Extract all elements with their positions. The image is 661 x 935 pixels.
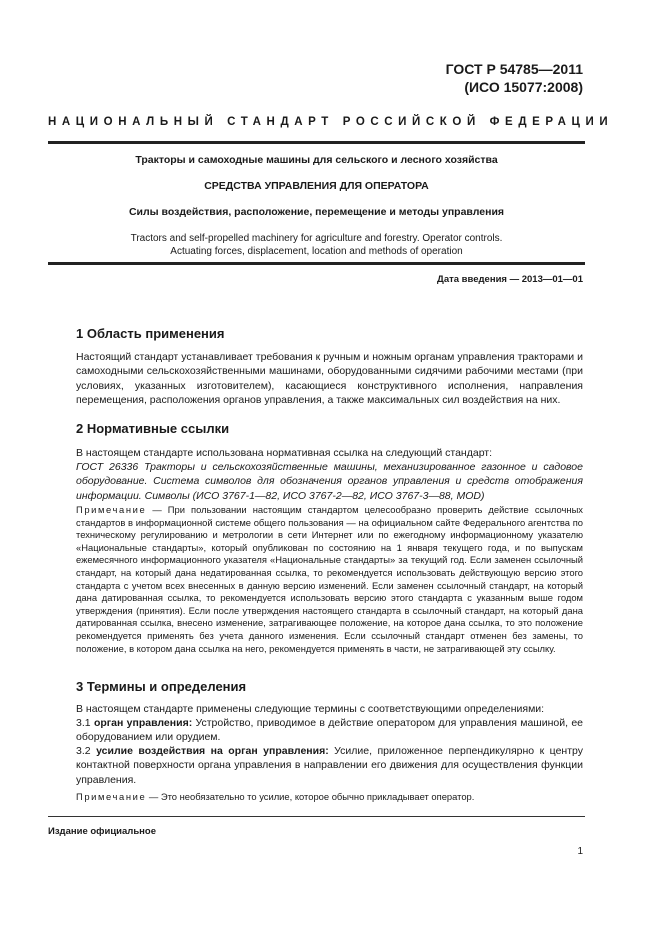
title-line-2: СРЕДСТВА УПРАВЛЕНИЯ ДЛЯ ОПЕРАТОРА xyxy=(204,180,429,192)
term-3-2-definition: Усилие, приложенное перпендикулярно к центру контактной поверхности органа управления в направлении его движения для осуществления функции управления. xyxy=(76,745,584,786)
national-standard-heading: НАЦИОНАЛЬНЫЙ СТАНДАРТ РОССИЙСКОЙ ФЕДЕРАЦИИ xyxy=(48,116,614,128)
english-title-line-2: Actuating forces, displacement, location and methods of operation xyxy=(170,246,463,257)
section-1-text xyxy=(76,350,583,407)
date-of-introduction: Дата введения — 2013—01—01 xyxy=(437,274,583,285)
edition-label: Издание официальное xyxy=(48,826,156,837)
section-1-body: Настоящий стандарт устанавливает требования к ручным и ножным органам управления тракторами и самоходными сельскохозяйственными машинами, оборудованными сидячими рабочими местами (при условиях, указанных изготовителем), касающиеся конструктивного исполнения, направления перемещения, расположения органов управления, а также максимальных сил воздействия на них. xyxy=(76,351,583,406)
section-3-note-label: Примечание xyxy=(76,791,147,802)
section-2-note xyxy=(76,504,583,655)
gost-code-block xyxy=(446,60,583,96)
term-3-2-number: 3.2 xyxy=(76,745,97,757)
title-line-3: Силы воздействия, расположение, перемещение и методы управления xyxy=(128,206,505,218)
section-2-intro: В настоящем стандарте использована нормативная ссылка на следующий стандарт: xyxy=(76,447,493,459)
term-3-1-number: 3.1 xyxy=(76,717,94,729)
top-rule xyxy=(48,141,585,144)
term-3-1-name: орган управления: xyxy=(93,717,193,729)
section-3-intro: В настоящем стандарте применены следующие термины с соответствующими определениями: xyxy=(76,703,545,715)
section-3-heading: 3 Термины и определения xyxy=(76,679,247,694)
iso-number: (ИСО 15077:2008) xyxy=(464,79,583,95)
term-3-2-name: усилие воздействия на орган управления: xyxy=(96,745,329,757)
term-3-1-definition: Устройство, приводимое в действие оператором для управления машиной, ее оборудованием или орудием. xyxy=(76,717,584,744)
section-2-note-text: — При пользовании настоящим стандартом целесообразно проверить действие ссылочных стандартов в информационной системе общего пользования — на официальном сайте Федерального агентства по техническому регулированию и метрологии в сети Интернет или по ежегодному информационному указателю «Национальные стандарты», который опубликован по состоянию на 1 января текущего года, и по выпускам ежемесячного информационного указателя «Национальные стандарты» за текущий год. Если заменен ссылочный стандарт, на который дана недатированная ссылка, то рекомендуется использовать действующую версию этого стандарта с учетом всех внесенных в данную версию изменений. Если заменен ссылочный стандарт, на который дана датированная ссылка, то рекомендуется использовать версию этого стандарта с указанным выше годом утверждения (принятия). Если после утверждения настоящего стандарта в ссылочный стандарт, на который дана датированная ссылка, внесено изменение, затрагивающее положение, на которое дана ссылка, то это положение рекомендуется применять без учета данного изменения. Если ссылочный стандарт отменен без замены, то положение, в котором дана ссылка на него, рекомендуется применять в части, не затрагивающей эту ссылку. xyxy=(76,504,583,654)
footer-rule xyxy=(48,816,585,817)
section-2-note-label: Примечание xyxy=(76,504,147,515)
english-title-line-1: Tractors and self-propelled machinery for agriculture and forestry. Operator controls. xyxy=(130,233,503,244)
term-3-2 xyxy=(76,744,583,787)
middle-rule xyxy=(48,262,585,265)
section-2-heading: 2 Нормативные ссылки xyxy=(76,421,230,436)
section-1-heading: 1 Область применения xyxy=(76,326,225,341)
page-number: 1 xyxy=(577,846,583,857)
term-3-1 xyxy=(76,716,583,745)
section-2-reference: ГОСТ 26336 Тракторы и сельскохозяйственные машины, механизированное газонное и садовое оборудование. Система символов для обозначения органов управления и средств отображения информации. Символы (ИСО 3767-1—82, ИСО 3767-2—82, ИСО 3767-3—88, MOD) xyxy=(76,461,583,502)
title-line-1: Тракторы и самоходные машины для сельского и лесного хозяйства xyxy=(135,154,498,166)
section-3-note xyxy=(76,791,583,804)
gost-number: ГОСТ Р 54785—2011 xyxy=(445,61,583,77)
section-3-note-text: — Это необязательно то усилие, которое обычно прикладывает оператор. xyxy=(146,791,475,802)
